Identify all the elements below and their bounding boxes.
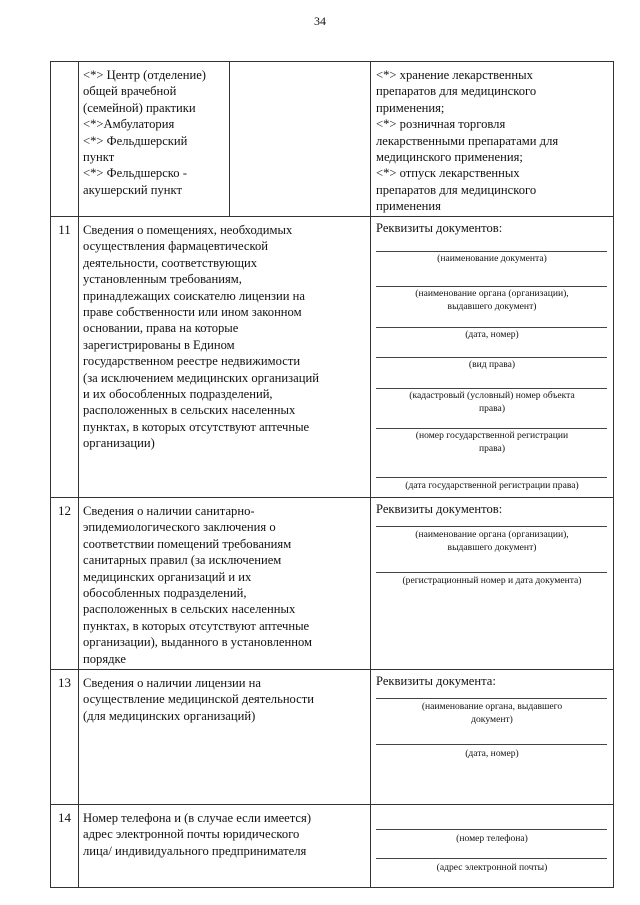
facility-types-cell: [78, 62, 229, 216]
table-row-14: [50, 805, 614, 888]
description-line: организации), выданного в установленном: [83, 635, 313, 650]
caption-line: (наименование органа, выдавшего: [421, 701, 563, 712]
row-number: 11: [58, 222, 71, 237]
email-field-line[interactable]: [376, 858, 607, 859]
field-line[interactable]: [376, 428, 607, 429]
facility-type-line: акушерский пункт: [83, 182, 182, 197]
description-line: зарегистрированы в Едином: [83, 337, 235, 352]
description-line: соответствии помещений требованиям: [83, 536, 292, 551]
field-caption: [375, 575, 609, 588]
requisites-title: Реквизиты документов:: [376, 221, 503, 235]
row-description: [78, 498, 370, 669]
table-row-continuation: [50, 61, 614, 217]
description-line: адрес электронной почты юридического: [83, 827, 300, 842]
description-line: основании, права на которые: [83, 321, 239, 336]
description-line: принадлежащих соискателю лицензии на: [83, 288, 305, 303]
activity-line: лекарственными препаратами для: [376, 133, 559, 148]
field-line[interactable]: [376, 526, 607, 527]
phone-caption: [375, 833, 609, 846]
caption-line: права): [478, 402, 506, 414]
description-line: (за исключением медицинских организаций: [83, 370, 319, 385]
description-line: Сведения о помещениях, необходимых: [83, 223, 293, 237]
requisites-cell: [370, 670, 613, 804]
field-caption: [375, 288, 609, 313]
facility-type-line: <*> Фельдшерско -: [83, 166, 187, 181]
requisites-title: Реквизиты документов:: [376, 502, 503, 516]
activity-line: препаратов для медицинского: [376, 182, 537, 197]
field-line[interactable]: [376, 698, 607, 699]
field-caption: [375, 390, 609, 415]
empty-middle-cell: [229, 62, 370, 216]
description-line: Номер телефона и (в случае если имеется): [83, 811, 312, 825]
row-number-cell: [51, 62, 78, 216]
activity-line: применения;: [376, 100, 445, 115]
table-row-12: [50, 498, 614, 670]
description-line: эпидемиологического заключения о: [83, 520, 276, 535]
field-line[interactable]: [376, 327, 607, 328]
caption-line: выдавшего документ): [447, 300, 537, 312]
description-line: расположенных в сельских населенных: [83, 602, 296, 617]
field-line[interactable]: [376, 251, 607, 252]
description-line: Сведения о наличии санитарно-: [83, 504, 255, 518]
field-caption: [375, 529, 609, 554]
field-line[interactable]: [376, 388, 607, 389]
description-line: обособленных подразделений,: [83, 586, 247, 601]
row-description: [78, 217, 370, 497]
caption-line: права): [478, 442, 506, 454]
license-application-table: [50, 61, 614, 888]
field-line[interactable]: [376, 357, 607, 358]
row-number: 13: [58, 675, 71, 690]
field-line[interactable]: [376, 286, 607, 287]
description-line: установленным требованиям,: [83, 272, 242, 287]
requisites-cell: [370, 805, 613, 887]
caption-line: (наименование органа (организации),: [415, 529, 569, 540]
field-line[interactable]: [376, 477, 607, 478]
description-line: осуществления фармацевтической: [83, 239, 268, 254]
caption-line: (дата, номер): [465, 748, 519, 759]
activities-cell: [370, 62, 613, 216]
caption-line: выдавшего документ): [447, 541, 537, 553]
requisites-title: Реквизиты документа:: [376, 674, 496, 688]
activity-line: <*> хранение лекарственных: [376, 68, 533, 82]
field-caption: [375, 430, 609, 455]
description-line: (для медицинских организаций): [83, 708, 256, 723]
description-line: государственном реестре недвижимости: [83, 354, 301, 369]
caption-line: (дата государственной регистрации права): [405, 480, 579, 491]
facility-type-line: <*> Центр (отделение): [83, 68, 206, 82]
requisites-cell: [370, 217, 613, 497]
description-line: расположенных в сельских населенных: [83, 403, 296, 418]
activity-line: <*> розничная торговля: [376, 117, 506, 132]
field-line[interactable]: [376, 572, 607, 573]
description-line: и их обособленных подразделений,: [83, 387, 273, 402]
phone-field-line[interactable]: [376, 829, 607, 830]
field-caption: [375, 359, 609, 372]
field-caption: [375, 480, 609, 493]
caption-line: (номер телефона): [456, 833, 528, 844]
description-line: деятельности, соответствующих: [83, 255, 258, 270]
description-line: пунктах, в которых отсутствуют аптечные: [83, 618, 310, 633]
field-line[interactable]: [376, 744, 607, 745]
field-caption: [375, 701, 609, 726]
description-line: организации): [83, 436, 155, 451]
caption-line: (наименование органа (организации),: [415, 288, 569, 299]
caption-line: (адрес электронной почты): [436, 862, 548, 873]
description-line: лица/ индивидуального предпринимателя: [83, 843, 307, 858]
caption-line: (вид права): [468, 359, 516, 370]
activity-line: применения: [376, 199, 441, 214]
description-line: санитарных правил (за исключением: [83, 553, 282, 568]
activity-line: медицинского применения;: [376, 150, 523, 165]
page-number: 34: [314, 14, 326, 28]
table-row-11: [50, 217, 614, 498]
field-caption: [375, 748, 609, 761]
facility-type-line: <*>Амбулатория: [83, 117, 175, 132]
caption-line: (номер государственной регистрации: [415, 430, 569, 441]
caption-line: (дата, номер): [465, 329, 519, 340]
row-description: [78, 670, 370, 804]
requisites-cell: [370, 498, 613, 669]
row-number: 12: [58, 503, 71, 518]
row-description: [78, 805, 370, 887]
description-line: пунктах, в которых отсутствуют аптечные: [83, 419, 310, 434]
facility-type-line: <*> Фельдшерский: [83, 133, 188, 148]
description-line: медицинских организаций и их: [83, 569, 252, 584]
field-caption: [375, 253, 609, 266]
facility-type-line: (семейной) практики: [83, 100, 196, 115]
description-line: порядке: [83, 651, 126, 666]
row-number: 14: [58, 810, 71, 825]
activity-line: <*> отпуск лекарственных: [376, 166, 520, 181]
field-caption: [375, 329, 609, 342]
description-line: Сведения о наличии лицензии на: [83, 676, 262, 690]
caption-line: (кадастровый (условный) номер объекта: [409, 390, 575, 401]
caption-line: (наименование документа): [437, 253, 547, 264]
description-line: праве собственности или ином законном: [83, 305, 302, 320]
caption-line: документ): [471, 713, 513, 725]
facility-type-line: общей врачебной: [83, 84, 177, 99]
email-caption: [375, 862, 609, 875]
caption-line: (регистрационный номер и дата документа): [402, 575, 582, 586]
facility-type-line: пункт: [83, 150, 115, 165]
description-line: осуществление медицинской деятельности: [83, 692, 315, 707]
activity-line: препаратов для медицинского: [376, 84, 537, 99]
table-row-13: [50, 670, 614, 805]
